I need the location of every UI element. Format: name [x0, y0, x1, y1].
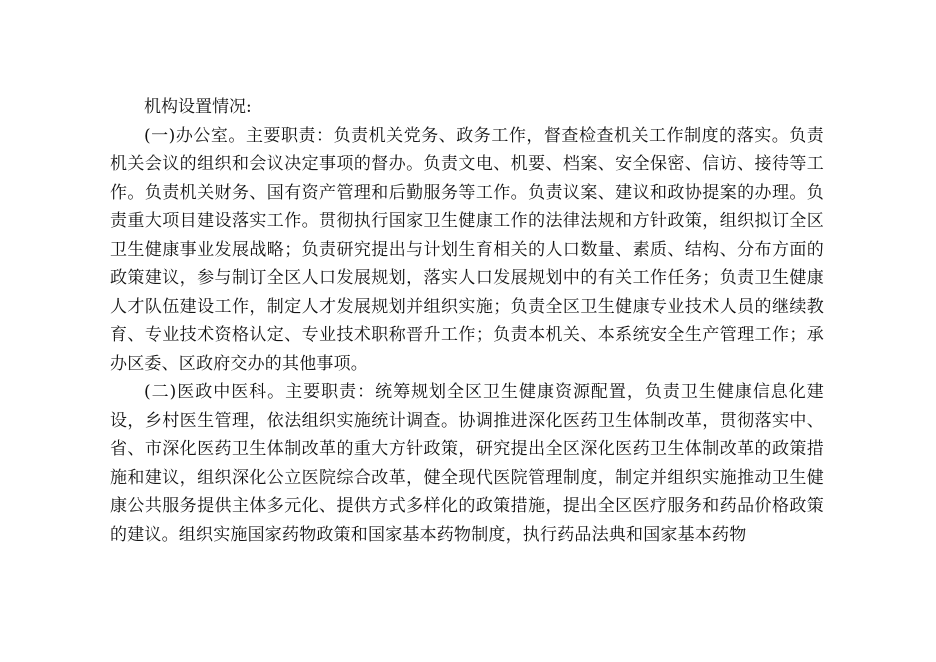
paragraph-office: (一)办公室。主要职责：负责机关党务、政务工作，督查检查机关工作制度的落实。负责机关会议的组织和会议决定事项的督办。负责文电、机要、档案、安全保密、信访、接待等工作。负责机关财务、国有资产管理和后勤服务等工作。负责议案、建议和政协提案的办理。负责重大项目建设落实工作。贯彻执行国家卫生健康工作的法律法规和方针政策，组织拟订全区卫生健康事业发展战略；负责研究提出与计划生育相关的人口数量、素质、结构、分布方面的政策建议，参与制订全区人口发展规划，落实人口发展规划中的有关工作任务；负责卫生健康人才队伍建设工作，制定人才发展规划并组织实施；负责全区卫生健康专业技术人员的继续教育、专业技术资格认定、专业技术职称晋升工作；负责本机关、本系统安全生产管理工作；承办区委、区政府交办的其他事项。 — [110, 125, 824, 374]
paragraph-medical-administration: (二)医政中医科。主要职责：统筹规划全区卫生健康资源配置，负责卫生健康信息化建设，乡村医生管理，依法组织实施统计调查。协调推进深化医药卫生体制改革，贯彻落实中、省、市深化医药卫生体制改革的重大方针政策，研究提出全区深化医药卫生体制改革的政策措施和建议，组织深化公立医院综合改革，健全现代医院管理制度，制定并组织实施推动卫生健康公共服务提供主体多元化、提供方式多样化的政策措施，提出全区医疗服务和药品价格政策的建议。组织实施国家药物政策和国家基本药物制度，执行药品法典和国家基本药物 — [110, 382, 824, 545]
section-heading: 机构设置情况: — [144, 97, 252, 117]
document-page — [110, 93, 824, 549]
